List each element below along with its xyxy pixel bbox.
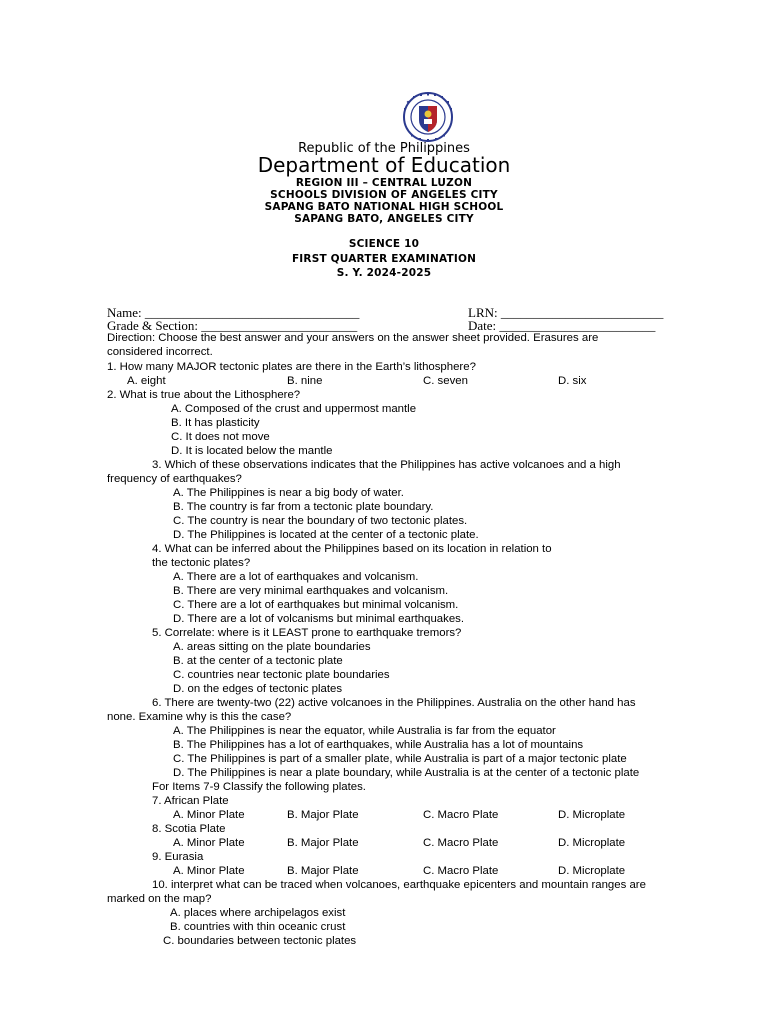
q3-option-a[interactable]: A. The Philippines is near a big body of water.: [173, 487, 404, 499]
date-field[interactable]: Date: ________________________: [468, 318, 656, 333]
q8-option-a[interactable]: A. Minor Plate: [173, 837, 245, 849]
q3-option-b[interactable]: B. The country is far from a tectonic plate boundary.: [173, 501, 434, 513]
q9-option-a[interactable]: A. Minor Plate: [173, 865, 245, 877]
direction-line-1: Direction: Choose the best answer and your answers on the answer sheet provided. Erasures are: [107, 332, 599, 344]
q4-option-a[interactable]: A. There are a lot of earthquakes and volcanism.: [173, 571, 419, 583]
q8-option-c[interactable]: C. Macro Plate: [423, 837, 499, 849]
question-4-cont: the tectonic plates?: [152, 557, 251, 569]
deped-seal: [393, 92, 463, 142]
q2-option-a[interactable]: A. Composed of the crust and uppermost mantle: [171, 403, 417, 415]
q6-option-c[interactable]: C. The Philippines is part of a smaller plate, while Australia is part of a major tectonic plate: [173, 753, 627, 765]
school-year: S. Y. 2024-2025: [336, 267, 432, 279]
q2-option-c[interactable]: C. It does not move: [171, 431, 270, 443]
q5-option-c[interactable]: C. countries near tectonic plate boundaries: [173, 669, 390, 681]
question-7: 7. African Plate: [152, 795, 229, 807]
department-title: Department of Education: [257, 153, 511, 177]
direction-line-2: considered incorrect.: [107, 346, 213, 358]
republic-line: Republic of the Philippines: [298, 141, 470, 156]
q4-option-c[interactable]: C. There are a lot of earthquakes but minimal volcanism.: [173, 599, 459, 611]
question-2: 2. What is true about the Lithosphere?: [107, 389, 301, 401]
question-10-cont: marked on the map?: [107, 893, 212, 905]
region-line: REGION III – CENTRAL LUZON: [295, 177, 473, 189]
q7-option-d[interactable]: D. Microplate: [558, 809, 626, 821]
school-line: SAPANG BATO NATIONAL HIGH SCHOOL: [264, 201, 504, 213]
name-field[interactable]: Name: _________________________________: [107, 305, 360, 320]
q3-option-c[interactable]: C. The country is near the boundary of two tectonic plates.: [173, 515, 468, 527]
q7-option-a[interactable]: A. Minor Plate: [173, 809, 245, 821]
q2-option-d[interactable]: D. It is located below the mantle: [171, 445, 333, 457]
q9-option-d[interactable]: D. Microplate: [558, 865, 626, 877]
q9-option-c[interactable]: C. Macro Plate: [423, 865, 499, 877]
division-line: SCHOOLS DIVISION OF ANGELES CITY: [270, 189, 498, 201]
q4-option-b[interactable]: B. There are very minimal earthquakes and volcanism.: [173, 585, 449, 597]
question-6-cont: none. Examine why is this the case?: [107, 711, 292, 723]
subject-line: SCIENCE 10: [348, 238, 420, 250]
lrn-field[interactable]: LRN: _________________________: [468, 305, 664, 320]
q1-option-a[interactable]: A. eight: [127, 375, 166, 387]
q9-option-b[interactable]: B. Major Plate: [287, 865, 359, 877]
question-3-cont: frequency of earthquakes?: [107, 473, 242, 485]
question-9: 9. Eurasia: [152, 851, 204, 863]
question-5: 5. Correlate: where is it LEAST prone to earthquake tremors?: [152, 627, 462, 639]
q10-option-b[interactable]: B. countries with thin oceanic crust: [170, 921, 346, 933]
q6-option-a[interactable]: A. The Philippines is near the equator, while Australia is far from the equator: [173, 725, 556, 737]
q6-option-d[interactable]: D. The Philippines is near a plate boundary, while Australia is at the center of a tectonic plate: [173, 767, 640, 779]
address-line: SAPANG BATO, ANGELES CITY: [294, 213, 474, 225]
q7-option-b[interactable]: B. Major Plate: [287, 809, 359, 821]
q3-option-d[interactable]: D. The Philippines is located at the center of a tectonic plate.: [173, 529, 479, 541]
question-6: 6. There are twenty-two (22) active volcanoes in the Philippines. Australia on the other hand has: [152, 697, 636, 709]
q10-option-c[interactable]: C. boundaries between tectonic plates: [163, 935, 357, 947]
question-4: 4. What can be inferred about the Philippines based on its location in relation to: [152, 543, 552, 555]
q1-option-c[interactable]: C. seven: [423, 375, 468, 387]
question-10: 10. interpret what can be traced when volcanoes, earthquake epicenters and mountain ranges are: [152, 879, 646, 891]
q1-option-d[interactable]: D. six: [558, 375, 587, 387]
q7-option-c[interactable]: C. Macro Plate: [423, 809, 499, 821]
grade-section-field[interactable]: Grade & Section: ________________________: [107, 318, 358, 333]
q1-option-b[interactable]: B. nine: [287, 375, 323, 387]
q6-option-b[interactable]: B. The Philippines has a lot of earthquakes, while Australia has a lot of mountains: [173, 739, 584, 751]
question-1: 1. How many MAJOR tectonic plates are there in the Earth’s lithosphere?: [107, 361, 476, 373]
q5-option-b[interactable]: B. at the center of a tectonic plate: [173, 655, 343, 667]
question-8: 8. Scotia Plate: [152, 823, 226, 835]
q8-option-b[interactable]: B. Major Plate: [287, 837, 359, 849]
question-3: 3. Which of these observations indicates that the Philippines has active volcanoes and a high: [152, 459, 621, 471]
q2-option-b[interactable]: B. It has plasticity: [171, 417, 260, 429]
q5-option-d[interactable]: D. on the edges of tectonic plates: [173, 683, 343, 695]
q5-option-a[interactable]: A. areas sitting on the plate boundaries: [173, 641, 371, 653]
q10-option-a[interactable]: A. places where archipelagos exist: [170, 907, 346, 919]
q4-option-d[interactable]: D. There are a lot of volcanisms but minimal earthquakes.: [173, 613, 465, 625]
exam-title: FIRST QUARTER EXAMINATION: [291, 253, 477, 265]
classify-instruction: For Items 7-9 Classify the following plates.: [152, 781, 366, 793]
q8-option-d[interactable]: D. Microplate: [558, 837, 626, 849]
